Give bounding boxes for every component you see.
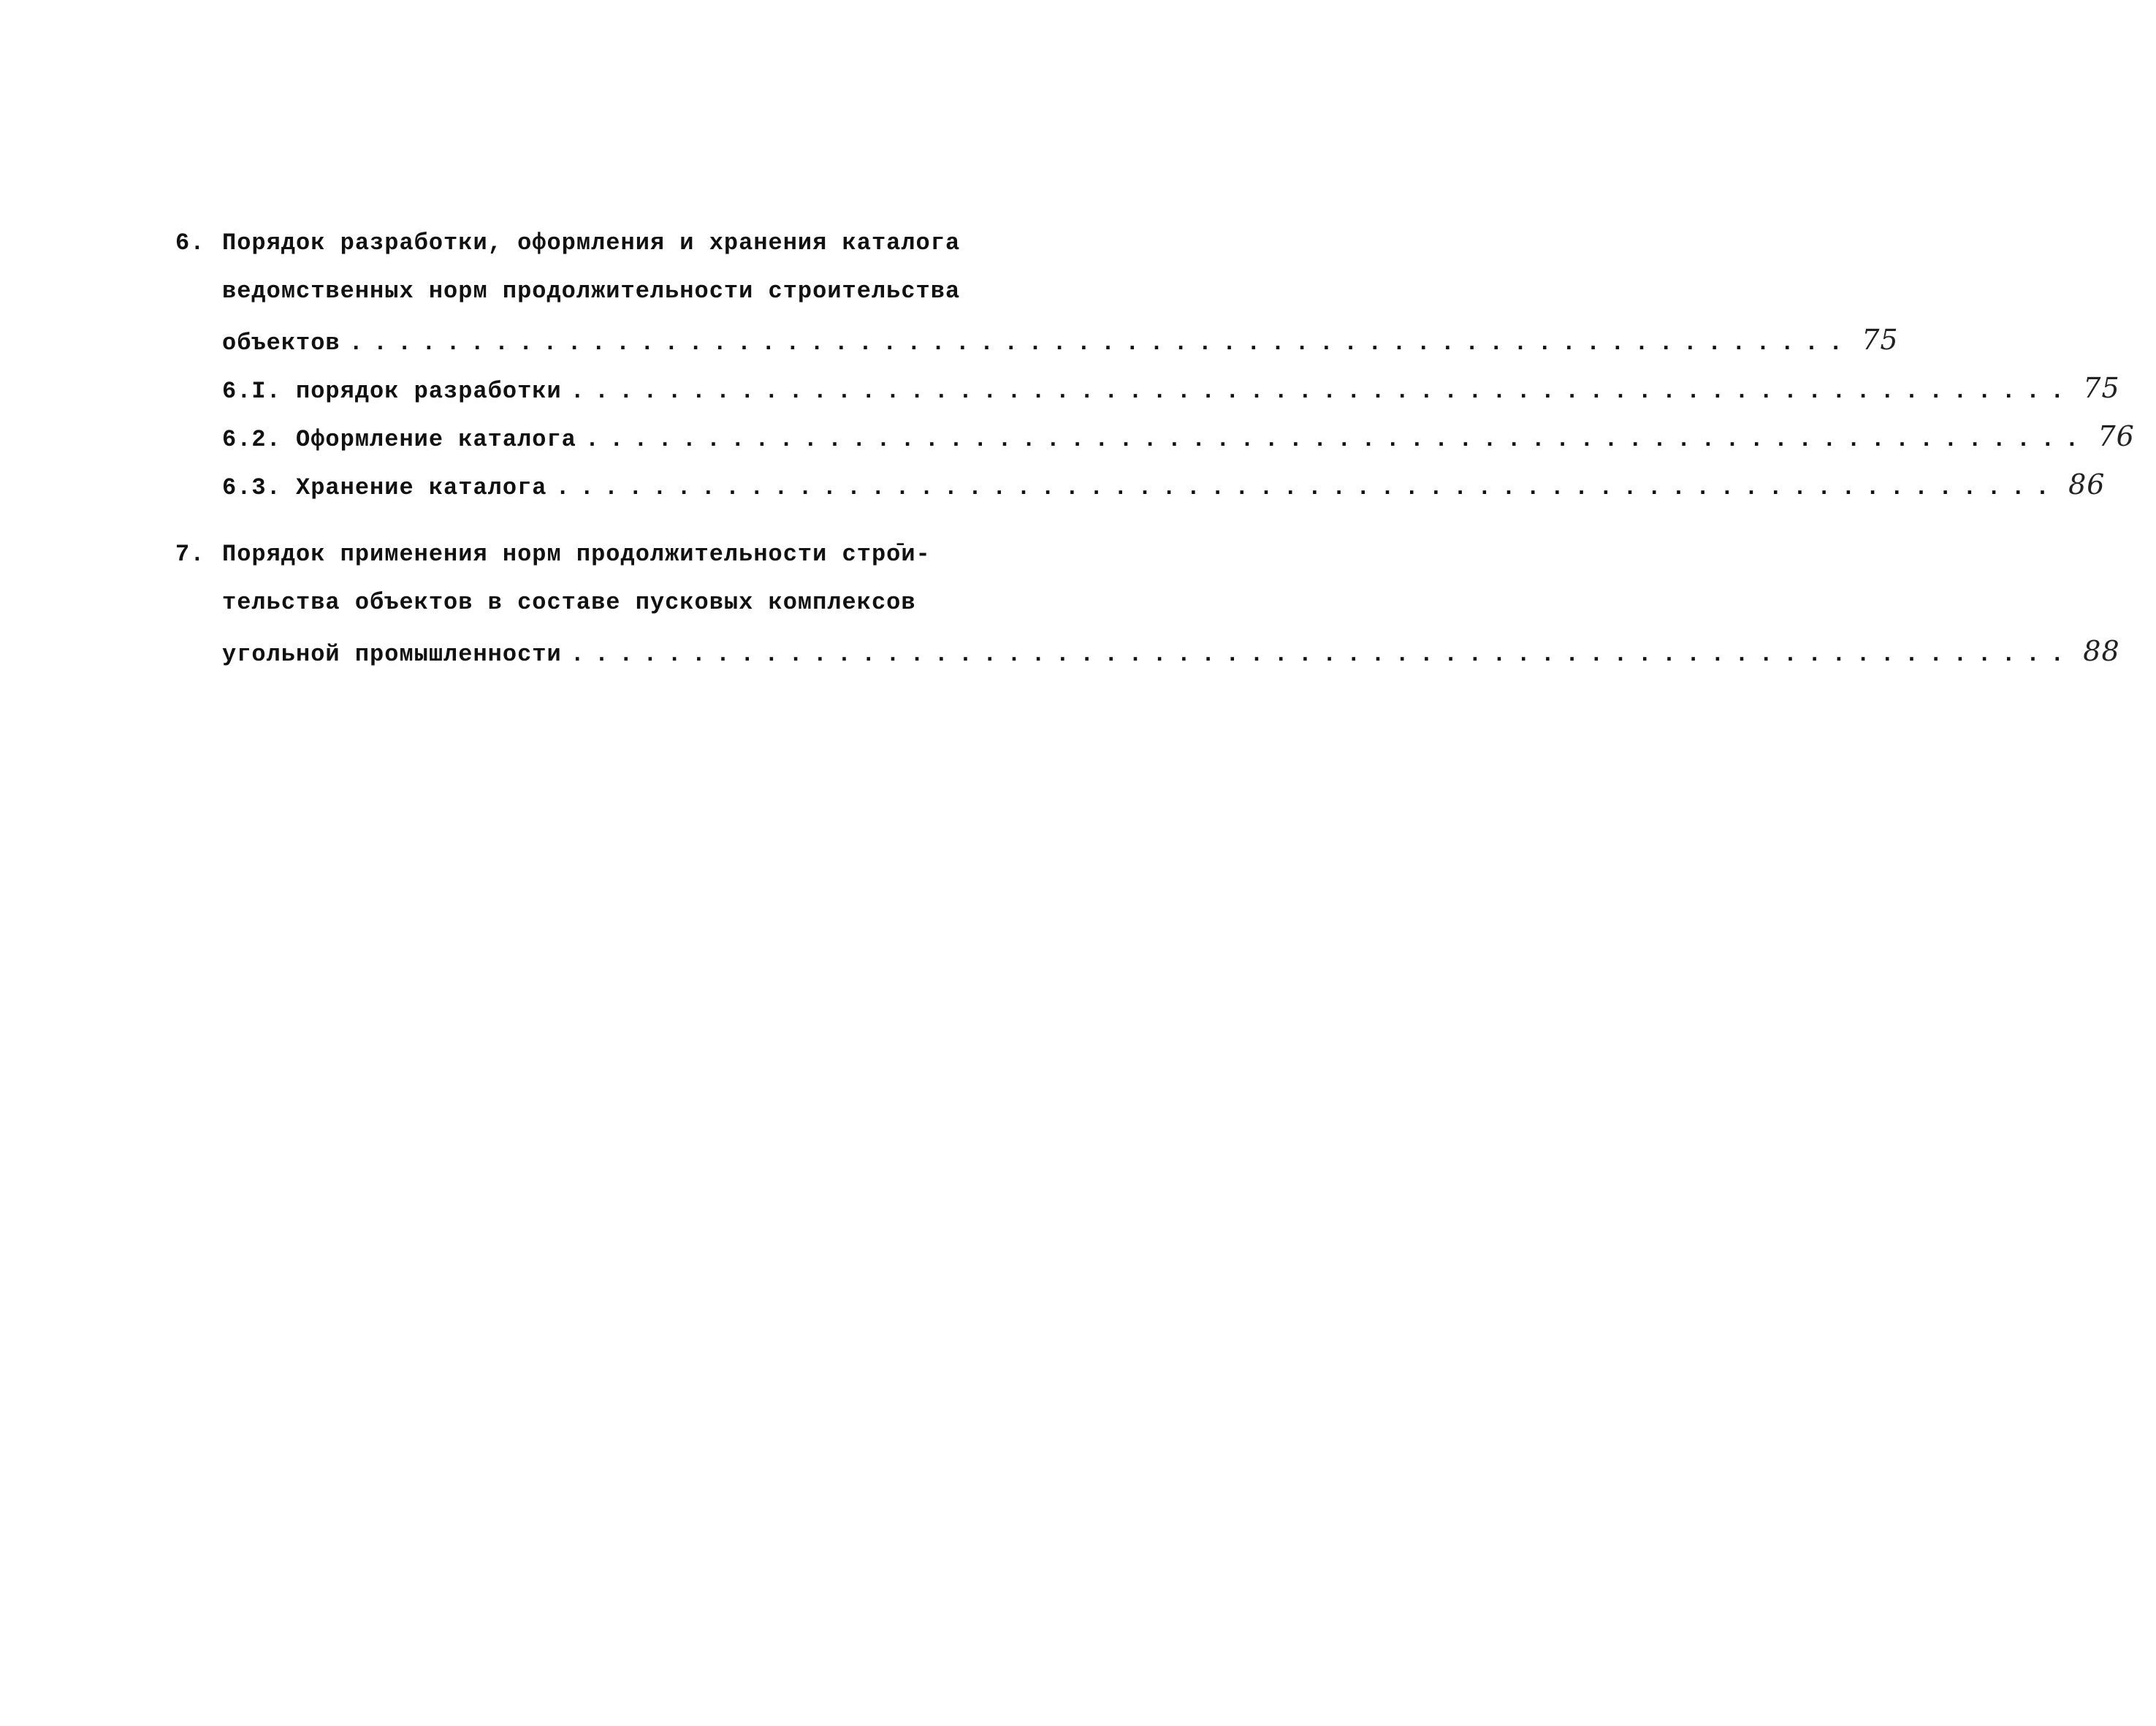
subitem-label: 6.I. порядок разработки bbox=[222, 378, 562, 405]
toc-section-6 bbox=[175, 219, 2135, 509]
dot-leader: .............................................................. bbox=[348, 330, 1854, 357]
toc-section-7 bbox=[175, 531, 2120, 675]
toc-section-6-subitems bbox=[175, 364, 2135, 509]
dot-leader: .............................................................. bbox=[570, 378, 2075, 405]
toc-subitem bbox=[175, 364, 2120, 412]
section-title-text: угольной промышленности bbox=[222, 641, 562, 668]
section-title-text: Порядок разработки, оформления и хранения каталога bbox=[222, 229, 961, 256]
dot-leader: .............................................................. bbox=[584, 426, 2090, 453]
page-number: 76 bbox=[2098, 420, 2135, 452]
dot-leader: .............................................................. bbox=[570, 641, 2075, 668]
page-number: 88 bbox=[2083, 635, 2120, 667]
toc-section-6-title-line-2 bbox=[175, 267, 1081, 316]
section-title-text: тельства объектов в составе пусковых комплексов bbox=[222, 589, 916, 616]
section-title-text: ведомственных норм продолжительности строительства bbox=[222, 278, 961, 305]
section-title-text: Порядок применения норм продолжительности стро̄и- bbox=[222, 541, 931, 568]
table-of-contents bbox=[175, 219, 2135, 675]
toc-section-7-title-line-2 bbox=[175, 579, 1081, 627]
subitem-label: 6.2. Оформление каталога bbox=[222, 426, 576, 453]
toc-section-6-title-line-3 bbox=[175, 316, 1899, 364]
section-number: 7. bbox=[175, 541, 205, 568]
subitem-label: 6.3. Хранение каталога bbox=[222, 474, 547, 501]
page-number: 75 bbox=[2083, 372, 2120, 404]
toc-section-7-title-line-1 bbox=[175, 531, 1081, 579]
toc-section-6-title-line-1 bbox=[175, 219, 1081, 267]
page-number: 86 bbox=[2068, 468, 2106, 501]
page-number: 75 bbox=[1862, 324, 1899, 356]
toc-subitem bbox=[175, 460, 2106, 509]
toc-section-7-title-line-3 bbox=[175, 627, 2120, 675]
dot-leader: .............................................................. bbox=[555, 474, 2060, 501]
section-number: 6. bbox=[175, 229, 205, 256]
section-title-text: объектов bbox=[222, 330, 340, 357]
toc-subitem bbox=[175, 412, 2135, 460]
